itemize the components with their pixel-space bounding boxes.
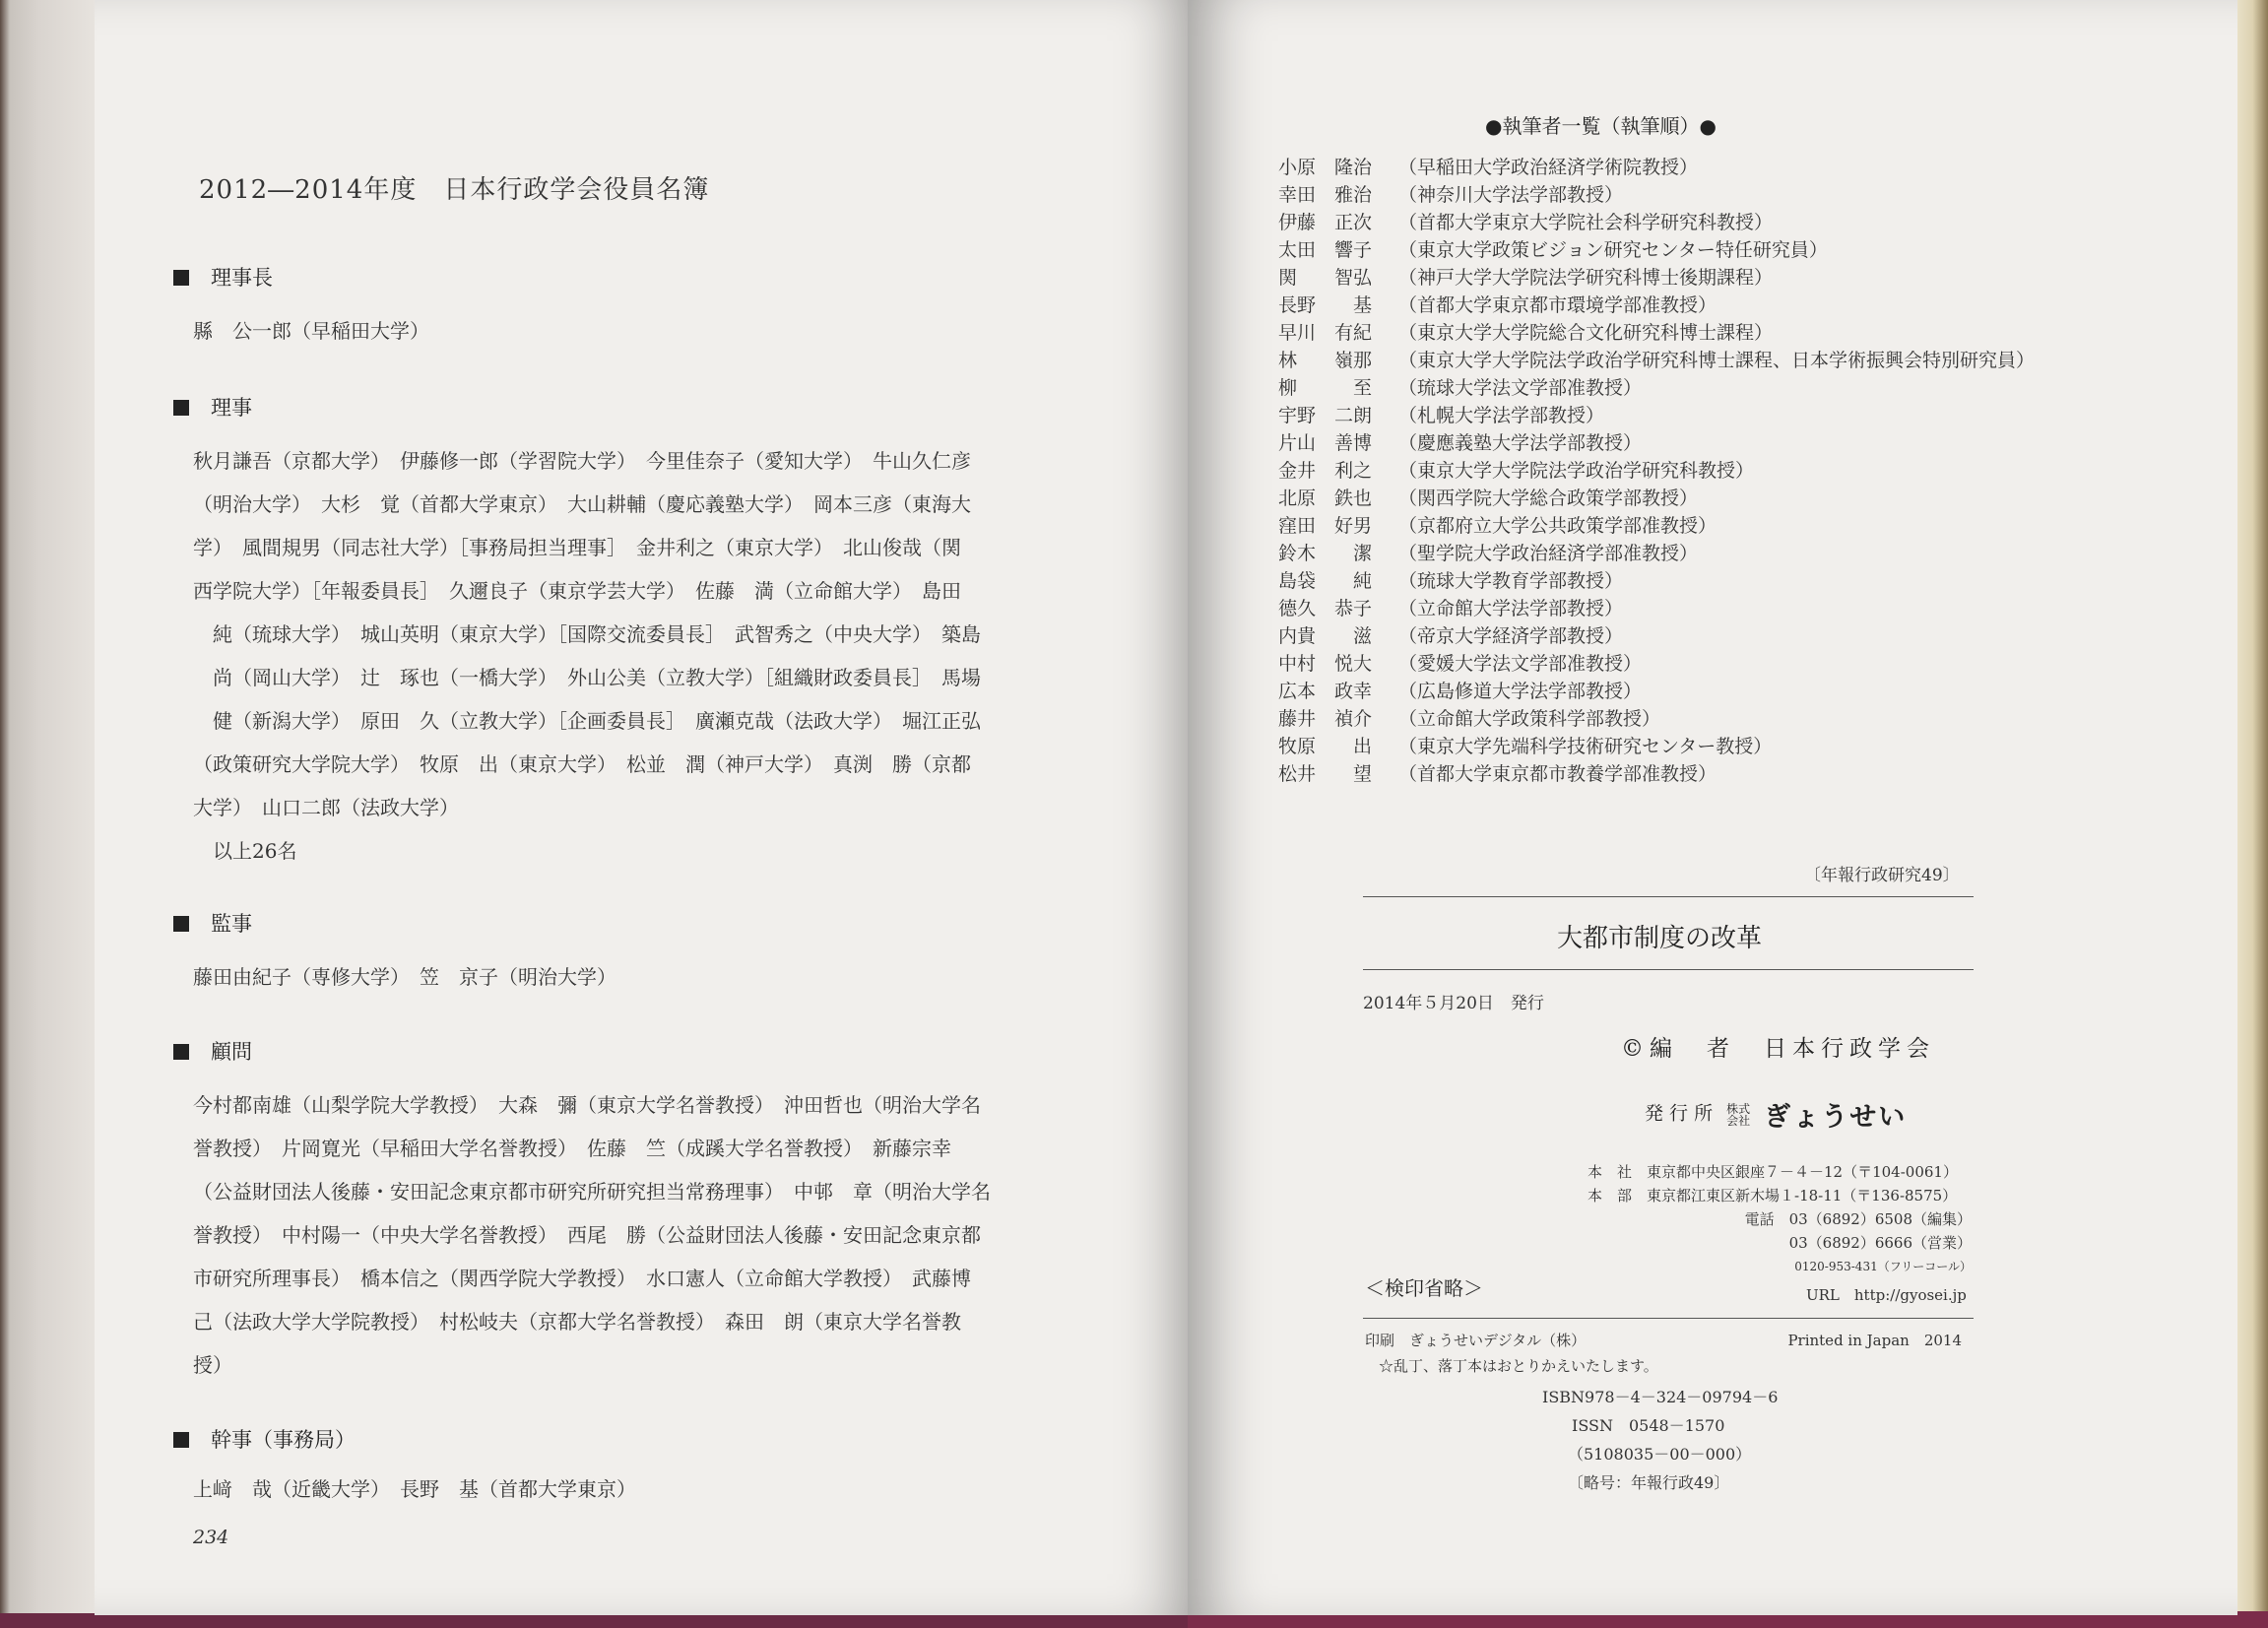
square-bullet-icon xyxy=(173,270,189,286)
author-row xyxy=(1278,236,2035,264)
authors-list xyxy=(1278,154,2035,788)
url-line: URL http://gyosei.jp xyxy=(1806,1286,1967,1304)
replacement-notice: ☆乱丁、落丁本はおとりかえいたします。 xyxy=(1379,1357,1658,1375)
right-page-edges xyxy=(2237,0,2268,1628)
square-bullet-icon xyxy=(173,400,189,416)
section-heading: 理事長 xyxy=(211,266,273,290)
author-affiliation: （関西学院大学総合政策学部教授） xyxy=(1398,488,1699,509)
background-strip xyxy=(0,1613,1188,1628)
section-line: 誉教授） 片岡寛光（早稲田大学名誉教授） 佐藤 竺（成蹊大学名誉教授） 新藤宗幸 xyxy=(193,1137,951,1160)
author-name: 中村 悦大 xyxy=(1278,653,1373,675)
author-affiliation: （広島修道大学法学部教授） xyxy=(1398,681,1643,702)
printed-in: Printed in Japan 2014 xyxy=(1787,1332,1962,1349)
author-row xyxy=(1278,540,2035,567)
author-name: 早川 有紀 xyxy=(1278,322,1373,344)
author-affiliation: （聖学院大学政治経済学部准教授） xyxy=(1398,543,1699,564)
kabushiki-kaisha-mark: 株式 会社 xyxy=(1726,1101,1751,1128)
author-affiliation: （神奈川大学法学部教授） xyxy=(1398,184,1624,206)
printer: 印刷 ぎょうせいデジタル（株） xyxy=(1365,1332,1587,1349)
section-line: （公益財団法人後藤・安田記念東京都市研究所研究担当常務理事） 中邨 章（明治大学名 xyxy=(193,1180,991,1204)
author-affiliation: （帝京大学経済学部教授） xyxy=(1398,625,1624,647)
section-line: 誉教授） 中村陽一（中央大学名誉教授） 西尾 勝（公益財団法人後藤・安田記念東京都 xyxy=(193,1223,981,1247)
section-heading: 監事 xyxy=(211,912,252,936)
phone-line: 03（6892）6666（営業） xyxy=(1788,1234,1972,1252)
author-name: 德久 恭子 xyxy=(1278,598,1373,619)
editor-line: ©編 者 日本行政学会 xyxy=(1621,1036,1935,1062)
author-name: 北原 鉄也 xyxy=(1278,488,1373,509)
author-row xyxy=(1278,181,2035,209)
author-name: 島袋 純 xyxy=(1278,570,1373,592)
author-name: 藤井 禎介 xyxy=(1278,708,1373,730)
author-affiliation: （早稲田大学政治経済学術院教授） xyxy=(1398,157,1699,178)
author-row xyxy=(1278,457,2035,485)
author-affiliation: （琉球大学法文学部准教授） xyxy=(1398,377,1643,399)
author-affiliation: （首都大学東京都市環境学部准教授） xyxy=(1398,294,1717,316)
author-affiliation: （東京大学政策ビジョン研究センター特任研究員） xyxy=(1398,239,1828,261)
section-line: 以上26名 xyxy=(213,839,297,863)
section-line: （明治大学） 大杉 覚（首都大学東京） 大山耕輔（慶応義塾大学） 岡本三彦（東海大 xyxy=(193,492,971,516)
isbn: ISBN978－4－324－09794－6 xyxy=(1542,1388,1779,1406)
series-label: 〔年報行政研究49〕 xyxy=(1804,866,1960,885)
section-line: 純（琉球大学） 城山英明（東京大学）［国際交流委員長］ 武智秀之（中央大学） 築島 xyxy=(213,622,981,646)
section-auditors xyxy=(173,908,1178,999)
author-row xyxy=(1278,264,2035,292)
author-affiliation: （慶應義塾大学法学部教授） xyxy=(1398,432,1643,454)
section-directors xyxy=(173,392,1178,873)
book-title: 大都市制度の改革 xyxy=(1557,924,1763,953)
author-affiliation: （首都大学東京大学院社会科学研究科教授） xyxy=(1398,212,1774,233)
author-affiliation: （愛媛大学法文学部准教授） xyxy=(1398,653,1643,675)
section-heading: 幹事（事務局） xyxy=(211,1428,356,1452)
section-line: 縣 公一郎（早稲田大学） xyxy=(193,319,429,343)
author-row xyxy=(1278,485,2035,512)
section-line: 学） 風間規男（同志社大学）［事務局担当理事］ 金井利之（東京大学） 北山俊哉（関 xyxy=(193,536,961,559)
section-line: 秋月謙吾（京都大学） 伊藤修一郎（学習院大学） 今里佳奈子（愛知大学） 牛山久仁彦 xyxy=(193,449,971,473)
author-name: 林 嶺那 xyxy=(1278,350,1373,371)
author-affiliation: （東京大学大学院法学政治学研究科博士課程、日本学術振興会特別研究員） xyxy=(1398,350,2036,371)
author-affiliation: （東京大学大学院総合文化研究科博士課程） xyxy=(1398,322,1774,344)
author-row xyxy=(1278,292,2035,319)
author-affiliation: （立命館大学政策科学部教授） xyxy=(1398,708,1661,730)
phone-line: 0120-953-431（フリーコール） xyxy=(1794,1260,1972,1273)
author-affiliation: （首都大学東京都市教養学部准教授） xyxy=(1398,763,1717,785)
publisher-name: ぎょうせい xyxy=(1764,1102,1908,1133)
author-row xyxy=(1278,374,2035,402)
divider xyxy=(1363,1318,1974,1319)
author-name: 鈴木 潔 xyxy=(1278,543,1373,564)
author-affiliation: （立命館大学法学部教授） xyxy=(1398,598,1624,619)
page-title: 2012―2014年度 日本行政学会役員名簿 xyxy=(199,175,710,205)
author-name: 松井 望 xyxy=(1278,763,1373,785)
square-bullet-icon xyxy=(173,1432,189,1448)
author-affiliation: （札幌大学法学部教授） xyxy=(1398,405,1605,426)
phone-line: 電話 03（6892）6508（編集） xyxy=(1744,1210,1972,1228)
section-line: 大学） 山口二郎（法政大学） xyxy=(193,796,459,819)
seal-omitted: ＜検印省略＞ xyxy=(1365,1276,1483,1300)
isbn-block xyxy=(1542,1383,1778,1497)
author-name: 内貴 滋 xyxy=(1278,625,1373,647)
left-page xyxy=(95,0,1188,1615)
author-affiliation: （神戸大学大学院法学研究科博士後期課程） xyxy=(1398,267,1774,289)
author-name: 広本 政幸 xyxy=(1278,681,1373,702)
author-name: 宇野 二朗 xyxy=(1278,405,1373,426)
author-name: 牧原 出 xyxy=(1278,736,1373,757)
issn: ISSN 0548－1570 xyxy=(1572,1416,1725,1435)
author-name: 関 智弘 xyxy=(1278,267,1373,289)
section-line: 市研究所理事長） 橋本信之（関西学院大学教授） 水口憲人（立命館大学教授） 武藤博 xyxy=(193,1267,971,1290)
printer-line xyxy=(1365,1330,1976,1350)
author-name: 片山 善博 xyxy=(1278,432,1373,454)
section-line: 尚（岡山大学） 辻 琢也（一橋大学） 外山公美（立教大学）［組織財政委員長］ 馬場 xyxy=(213,666,981,689)
author-row xyxy=(1278,209,2035,236)
publication-date: 2014年５月20日 発行 xyxy=(1363,994,1544,1013)
section-line: 上﨑 哉（近畿大学） 長野 基（首都大学東京） xyxy=(193,1477,636,1501)
section-line: 今村都南雄（山梨学院大学教授） 大森 彌（東京大学名誉教授） 沖田哲也（明治大学名 xyxy=(193,1093,981,1117)
square-bullet-icon xyxy=(173,1044,189,1060)
author-row xyxy=(1278,319,2035,347)
section-heading: 顧問 xyxy=(211,1040,252,1064)
author-row xyxy=(1278,595,2035,622)
author-row xyxy=(1278,154,2035,181)
left-page-edges xyxy=(0,0,95,1628)
author-name: 金井 利之 xyxy=(1278,460,1373,482)
section-line: （政策研究大学院大学） 牧原 出（東京大学） 松並 潤（神戸大学） 真渕 勝（京都 xyxy=(193,752,971,776)
section-line: 己（法政大学大学院教授） 村松岐夫（京都大学名誉教授） 森田 朗（東京大学名誉教 xyxy=(193,1310,961,1334)
author-name: 柳 至 xyxy=(1278,377,1373,399)
author-name: 小原 隆治 xyxy=(1278,157,1373,178)
author-name: 太田 響子 xyxy=(1278,239,1373,261)
author-row xyxy=(1278,402,2035,429)
publisher-label: 発 行 所 xyxy=(1645,1102,1714,1125)
abbreviation: 〔略号：年報行政49〕 xyxy=(1568,1473,1730,1492)
divider xyxy=(1363,896,1974,897)
section-heading: 理事 xyxy=(211,396,252,420)
author-name: 長野 基 xyxy=(1278,294,1373,316)
section-secretariat xyxy=(173,1424,1178,1511)
author-name: 幸田 雅治 xyxy=(1278,184,1373,206)
section-line: 西学院大学）［年報委員長］ 久邇良子（東京学芸大学） 佐藤 満（立命館大学） 島田 xyxy=(193,579,961,603)
author-row xyxy=(1278,347,2035,374)
divider xyxy=(1363,969,1974,970)
section-line: 授） xyxy=(193,1353,232,1377)
author-name: 伊藤 正次 xyxy=(1278,212,1373,233)
authors-title: ●執筆者一覧（執筆順）● xyxy=(1485,114,1717,138)
author-row xyxy=(1278,760,2035,788)
right-page xyxy=(1188,0,2237,1615)
section-advisors xyxy=(173,1036,1178,1387)
author-row xyxy=(1278,567,2035,595)
author-row xyxy=(1278,733,2035,760)
section-chairman xyxy=(173,262,1178,353)
page-number: 234 xyxy=(193,1527,229,1548)
section-line: 藤田由紀子（専修大学） 笠 京子（明治大学） xyxy=(193,965,616,989)
author-row xyxy=(1278,678,2035,705)
author-affiliation: （琉球大学教育学部教授） xyxy=(1398,570,1624,592)
author-affiliation: （東京大学先端科学技術研究センター教授） xyxy=(1398,736,1773,757)
author-affiliation: （京都府立大学公共政策学部准教授） xyxy=(1398,515,1717,537)
author-row xyxy=(1278,512,2035,540)
address-line: 本 社 東京都中央区銀座７－４－12（〒104-0061） xyxy=(1588,1163,1958,1181)
publisher-line xyxy=(1645,1095,1907,1134)
author-row xyxy=(1278,650,2035,678)
author-name: 窪田 好男 xyxy=(1278,515,1373,537)
author-affiliation: （東京大学大学院法学政治学研究科教授） xyxy=(1398,460,1755,482)
publisher-address xyxy=(1588,1160,1972,1278)
address-line: 本 部 東京都江東区新木場１-18-11（〒136-8575） xyxy=(1588,1187,1958,1205)
author-row xyxy=(1278,705,2035,733)
section-line: 健（新潟大学） 原田 久（立教大学）［企画委員長］ 廣瀬克哉（法政大学） 堀江正弘 xyxy=(213,709,981,733)
author-row xyxy=(1278,622,2035,650)
product-code: （5108035－00－000） xyxy=(1568,1445,1752,1464)
square-bullet-icon xyxy=(173,916,189,932)
author-row xyxy=(1278,429,2035,457)
